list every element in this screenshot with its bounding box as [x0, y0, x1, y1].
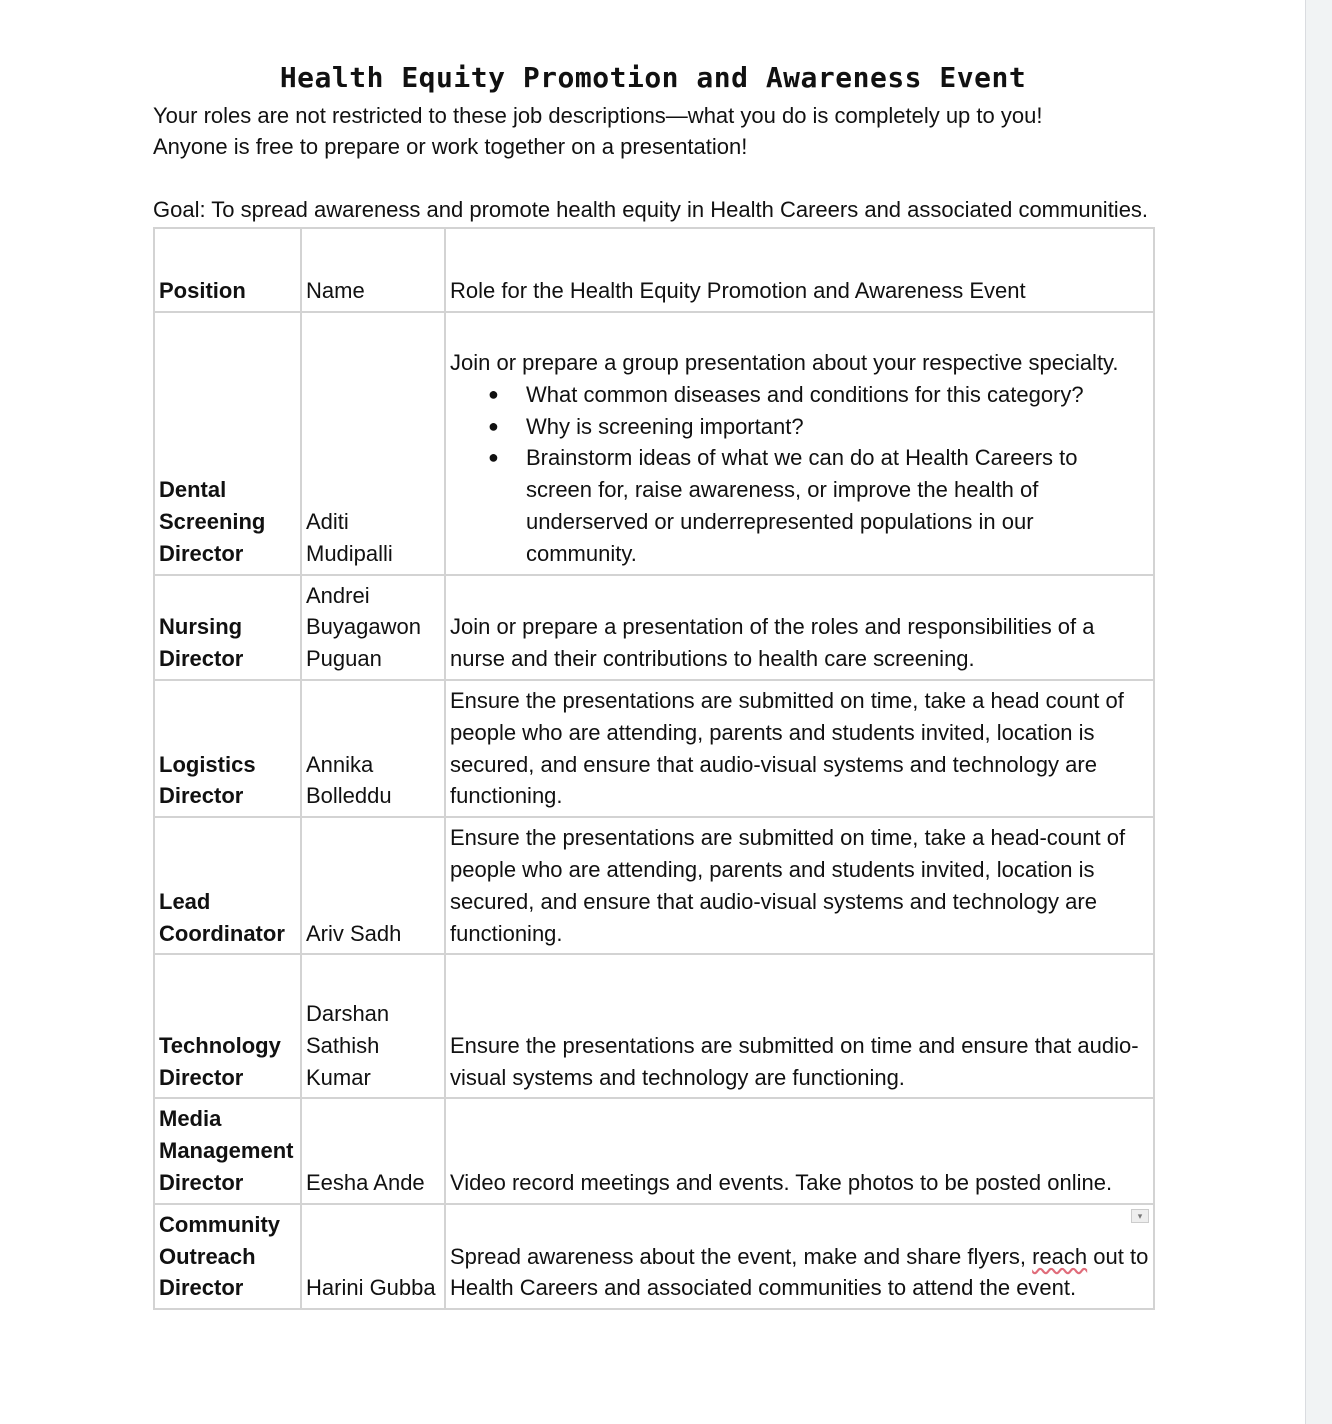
role-cell[interactable]: Ensure the presentations are submitted on time, take a head count of people who are attending, parents and students invited, location is secured, and ensure that audio-visual systems and technology are functioning.: [445, 680, 1154, 817]
name-cell[interactable]: Harini Gubba: [301, 1204, 445, 1309]
table-row: [154, 1204, 1154, 1309]
name-cell[interactable]: Annika Bolleddu: [301, 680, 445, 817]
table-row: [154, 312, 1154, 575]
bullet-item: ● Why is screening important?: [526, 411, 1149, 443]
intro-line-2[interactable]: Anyone is free to prepare or work together on a presentation!: [153, 134, 748, 159]
role-intro: Join or prepare a group presentation about your respective specialty.: [450, 350, 1119, 375]
bullet-item: ● What common diseases and conditions for this category?: [526, 379, 1149, 411]
goal-statement[interactable]: Goal: To spread awareness and promote health equity in Health Careers and associated communities.: [153, 197, 1149, 222]
role-cell[interactable]: Ensure the presentations are submitted on time, take a head-count of people who are attending, parents and students invited, location is secured, and ensure that audio-visual systems and technology are functioning.: [445, 817, 1154, 954]
table-header-row: [154, 228, 1154, 312]
table-row: [154, 575, 1154, 680]
table-row: [154, 817, 1154, 954]
role-cell[interactable]: [445, 1204, 1154, 1309]
name-cell[interactable]: Andrei Buyagawon Puguan: [301, 575, 445, 680]
role-cell[interactable]: Video record meetings and events. Take photos to be posted online.: [445, 1098, 1154, 1203]
name-cell[interactable]: Ariv Sadh: [301, 817, 445, 954]
blank-line: [153, 162, 1153, 194]
role-bullet-list: [450, 379, 1149, 570]
intro-line-1[interactable]: Your roles are not restricted to these job descriptions—what you do is completely up to you!: [153, 103, 1043, 128]
position-cell[interactable]: Logistics Director: [154, 680, 301, 817]
header-name[interactable]: Name: [301, 228, 445, 312]
position-cell[interactable]: Technology Director: [154, 954, 301, 1098]
name-cell[interactable]: Darshan Sathish Kumar: [301, 954, 445, 1098]
header-position[interactable]: Position: [154, 228, 301, 312]
name-cell[interactable]: Eesha Ande: [301, 1098, 445, 1203]
position-cell[interactable]: Community Outreach Director: [154, 1204, 301, 1309]
role-cell[interactable]: Join or prepare a presentation of the roles and responsibilities of a nurse and their contributions to health care screening.: [445, 575, 1154, 680]
position-cell[interactable]: Nursing Director: [154, 575, 301, 680]
role-text-end: out to Health Careers and associated communities to attend the event.: [450, 1243, 1149, 1301]
position-cell[interactable]: Lead Coordinator: [154, 817, 301, 954]
bullet-item: ● Brainstorm ideas of what we can do at Health Careers to screen for, raise awareness, or improve the health of underserved or underrepresented populations in our community.: [526, 442, 1149, 569]
table-row: [154, 954, 1154, 1098]
role-text-start: Spread awareness about the event, make and share flyers,: [450, 1243, 1033, 1269]
roles-table: [153, 227, 1155, 1310]
name-cell[interactable]: Aditi Mudipalli: [301, 312, 445, 575]
header-role[interactable]: Role for the Health Equity Promotion and Awareness Event: [445, 228, 1154, 312]
role-cell[interactable]: Ensure the presentations are submitted on time and ensure that audio-visual systems and technology are functioning.: [445, 954, 1154, 1098]
table-row: [154, 1098, 1154, 1203]
role-cell[interactable]: [445, 312, 1154, 575]
document-page: [153, 56, 1153, 1310]
document-title[interactable]: Health Equity Promotion and Awareness Event: [279, 61, 1027, 94]
position-cell[interactable]: Media Management Director: [154, 1098, 301, 1203]
dropdown-chevron-icon[interactable]: ▾: [1131, 1209, 1149, 1223]
spellcheck-flagged-word[interactable]: reach: [1032, 1243, 1088, 1269]
vertical-scrollbar[interactable]: [1305, 0, 1332, 1424]
position-cell[interactable]: Dental Screening Director: [154, 312, 301, 575]
table-row: [154, 680, 1154, 817]
